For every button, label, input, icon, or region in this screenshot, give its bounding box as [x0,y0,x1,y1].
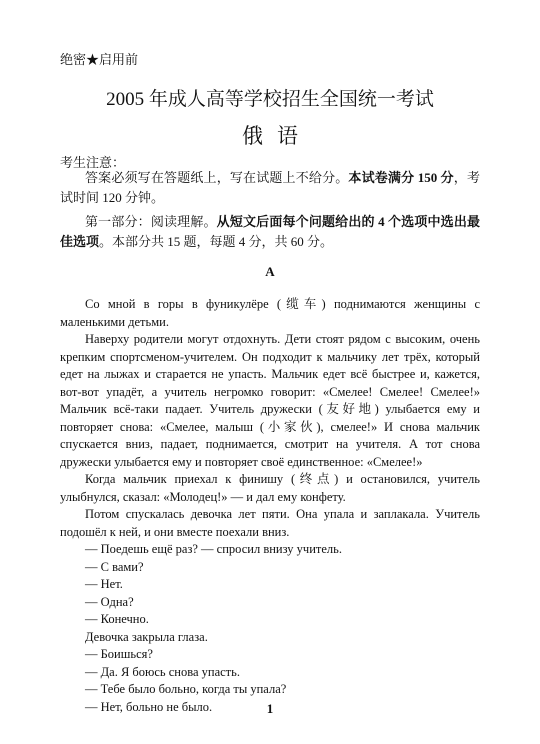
page-number: 1 [266,701,274,716]
passage-paragraph: Девочка закрыла глаза. [85,629,208,644]
passage-paragraph: Наверху родители могут отдохнуть. Дети стоят рядом с высоким, очень крепким спортсменом-учителем. Он подходит к мальчику лет трёх, который едет на лыжах и старается не упасть. Мальчик едет всё быстрее и, кажется, вот-вот упадёт, а учитель негромко говорит: «Смелее! Смелее! Смелее!» Мальчик всё-таки падает. Учитель дружески (友好地) улыбается ему и повторяет снова: «Смелее, малыш (小家伙), смелее!» И снова мальчик спускается вниз, падает, поднимается, смотрит на учителя. А тот снова дружески улыбается ему и повторяет своё единственное: «Смелее!» [60,332,480,469]
dialogue-line: — Одна? [85,594,134,609]
dialogue-line: — Нет. [85,577,123,591]
notes-heading: 考生注意： [60,155,126,170]
passage-paragraph: Потом спускалась девочка лет пяти. Она упала и заплакала. Учитель подошёл к ней, и они вместе поехали вниз. [60,507,480,539]
passage-paragraph: Со мной в горы в фуникулёре (缆车) поднимаются женщины с маленькими детьми. [60,297,480,329]
confidential-label: 绝密★启用前 [60,52,139,67]
reading-passage [60,296,480,716]
dialogue-line: — Тебе было больно, когда ты упала? [85,682,287,696]
dialogue-line: — Да. Я боюсь снова упасть. [85,664,240,679]
part-instructions [60,212,480,252]
exam-title: 2005 年成人高等学校招生全国统一考试 [106,89,434,110]
passage-paragraph: Когда мальчик приехал к финишу (终点) и остановился, учитель улыбнулся, сказал: «Молодец!» — и дал ему конфету. [60,472,480,504]
notes-score: 本试卷满分 150 分 [348,170,454,185]
part-instruction-rest: 。本部分共 15 题，每题 4 分，共 60 分。 [99,234,334,249]
dialogue-line: — Поедешь ещё раз? — спросил внизу учитель. [85,542,342,556]
dialogue-line: — Конечно. [85,612,149,626]
section-label: A [265,264,275,279]
dialogue-line: — Боишься? [85,647,153,661]
part-lead: 第一部分：阅读理解。 [85,214,217,229]
dialogue-line: — Нет, больно не было. [85,699,213,714]
notes-text-part-3: ，考试时间 120 分钟。 [60,170,480,205]
subject-title: 俄语 [242,124,312,148]
notes-text-part-1: 答案必须写在答题纸上，写在试题上不给分。 [85,170,349,185]
part-instruction-bold: 从短文后面每个问题给出的 4 个选项中选出最佳选项 [60,214,480,249]
notes-text [60,168,480,208]
dialogue-line: — С вами? [85,559,144,574]
